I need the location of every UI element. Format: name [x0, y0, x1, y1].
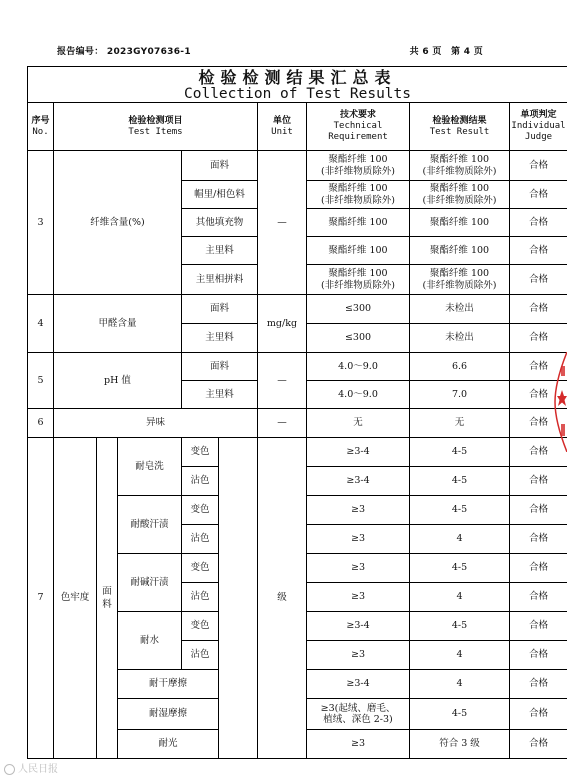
requirement: ≥3 [307, 554, 410, 583]
col-req-en2: Requirement [328, 131, 388, 142]
spacer-cell [219, 438, 258, 759]
result: 4 [410, 670, 510, 699]
result: 4-5 [410, 699, 510, 730]
part-name: 主里相拼料 [182, 265, 258, 295]
judgement: 合格 [510, 324, 567, 353]
judgement: 合格 [510, 554, 567, 583]
judgement: 合格 [510, 641, 567, 670]
judgement: 合格 [510, 409, 567, 438]
col-requirement [307, 103, 410, 151]
col-req-zh: 技术要求 [339, 110, 376, 121]
results-table [27, 66, 567, 759]
part-name: 面料 [182, 295, 258, 324]
table-row [28, 151, 567, 181]
requirement: ≤300 [307, 295, 410, 324]
row-number: 7 [28, 438, 54, 759]
part-name: 主里料 [182, 237, 258, 265]
sub-item: 沾色 [182, 467, 219, 496]
result: 4 [410, 525, 510, 554]
judgement: 合格 [510, 525, 567, 554]
column-header-row [28, 103, 567, 151]
test-item: 甲醛含量 [54, 295, 182, 353]
col-unit [258, 103, 307, 151]
result: 未检出 [410, 295, 510, 324]
sub-item: 变色 [182, 438, 219, 467]
col-items-en: Test Items [128, 126, 183, 137]
result: 聚酯纤维 100 [410, 209, 510, 237]
judgement: 合格 [510, 151, 567, 181]
seal-stamp [553, 352, 567, 452]
judgement: 合格 [510, 209, 567, 237]
fastness-type: 耐干摩擦 [118, 670, 219, 699]
table-row [28, 295, 567, 324]
result: 无 [410, 409, 510, 438]
judgement: 合格 [510, 670, 567, 699]
requirement: ≤300 [307, 324, 410, 353]
part-name: 其他填充物 [182, 209, 258, 237]
part-name: 主里料 [182, 324, 258, 353]
result: 聚酯纤维 100 (非纤维物质除外) [410, 265, 510, 295]
result: 符合 3 级 [410, 730, 510, 759]
unit: — [258, 353, 307, 409]
requirement: ≥3 [307, 730, 410, 759]
col-seq [28, 103, 54, 151]
result: 6.6 [410, 353, 510, 381]
col-unit-en: Unit [271, 126, 293, 137]
test-item: 纤维含量(%) [54, 151, 182, 295]
requirement: 聚酯纤维 100 [307, 209, 410, 237]
page-indicator: 共 6 页 第 4 页 [409, 47, 483, 57]
part-name: 帽里/相色料 [182, 181, 258, 209]
sub-item: 沾色 [182, 641, 219, 670]
requirement: ≥3-4 [307, 438, 410, 467]
col-seq-zh: 序号 [31, 115, 50, 126]
table-row [28, 438, 567, 467]
table-row [28, 353, 567, 381]
judgement: 合格 [510, 730, 567, 759]
sub-item: 沾色 [182, 583, 219, 612]
result: 4-5 [410, 554, 510, 583]
judgement: 合格 [510, 295, 567, 324]
result: 4 [410, 583, 510, 612]
judgement: 合格 [510, 381, 567, 409]
requirement: ≥3 [307, 525, 410, 554]
result: 4-5 [410, 496, 510, 525]
watermark [4, 760, 58, 775]
requirement: 聚酯纤维 100 (非纤维物质除外) [307, 151, 410, 181]
judgement: 合格 [510, 237, 567, 265]
col-result-zh: 检验检测结果 [432, 115, 487, 126]
judgement: 合格 [510, 265, 567, 295]
col-seq-en: No. [32, 126, 49, 137]
result: 聚酯纤维 100 (非纤维物质除外) [410, 181, 510, 209]
judgement: 合格 [510, 353, 567, 381]
requirement: ≥3(起绒、磨毛、 植绒、深色 2-3) [307, 699, 410, 730]
unit: mg/kg [258, 295, 307, 353]
table-title [28, 67, 567, 103]
col-result-en: Test Result [429, 126, 490, 137]
result: 未检出 [410, 324, 510, 353]
col-judge-en1: Individual [511, 121, 566, 132]
sub-item: 变色 [182, 612, 219, 641]
result: 4-5 [410, 438, 510, 467]
col-unit-zh: 单位 [272, 115, 291, 126]
requirement: 4.0～9.0 [307, 353, 410, 381]
sub-item: 变色 [182, 496, 219, 525]
table-row [28, 409, 567, 438]
result: 7.0 [410, 381, 510, 409]
judgement: 合格 [510, 467, 567, 496]
fastness-type: 耐光 [118, 730, 219, 759]
col-req-en1: Technical [333, 121, 383, 132]
part-name: 主里料 [182, 381, 258, 409]
test-item: pH 值 [54, 353, 182, 409]
test-item: 色牢度 [54, 438, 97, 759]
row-number: 4 [28, 295, 54, 353]
requirement: 4.0～9.0 [307, 381, 410, 409]
result: 聚酯纤维 100 (非纤维物质除外) [410, 151, 510, 181]
watermark-text: 人民日报 [18, 764, 58, 775]
result: 4-5 [410, 612, 510, 641]
unit: — [258, 409, 307, 438]
requirement: 聚酯纤维 100 (非纤维物质除外) [307, 181, 410, 209]
col-items [54, 103, 258, 151]
material-text: 面料 [102, 586, 112, 610]
judgement: 合格 [510, 612, 567, 641]
judgement: 合格 [510, 181, 567, 209]
watermark-icon [4, 764, 15, 775]
requirement: ≥3-4 [307, 467, 410, 496]
fastness-type: 耐碱汗渍 [118, 554, 182, 612]
judgement: 合格 [510, 496, 567, 525]
test-item: 异味 [54, 409, 258, 438]
col-judge-en2: Judge [524, 131, 553, 142]
judgement: 合格 [510, 699, 567, 730]
sub-item: 沾色 [182, 525, 219, 554]
requirement: ≥3-4 [307, 612, 410, 641]
requirement: ≥3 [307, 641, 410, 670]
fastness-type: 耐酸汗渍 [118, 496, 182, 554]
requirement: 聚酯纤维 100 [307, 237, 410, 265]
col-judge-zh: 单项判定 [520, 110, 557, 121]
result: 4 [410, 641, 510, 670]
requirement: ≥3 [307, 496, 410, 525]
unit: 级 [258, 438, 307, 759]
fastness-type: 耐湿摩擦 [118, 699, 219, 730]
col-result [410, 103, 510, 151]
title-chinese: 检验检测结果汇总表 [198, 67, 397, 87]
requirement: 无 [307, 409, 410, 438]
title-english: Collection of Test Results [184, 85, 411, 102]
material-label [97, 438, 118, 759]
sub-item: 变色 [182, 554, 219, 583]
report-number: 报告编号： 2023GY07636-1 [57, 47, 191, 57]
judgement: 合格 [510, 438, 567, 467]
part-name: 面料 [182, 151, 258, 181]
requirement: ≥3-4 [307, 670, 410, 699]
requirement: 聚酯纤维 100 (非纤维物质除外) [307, 265, 410, 295]
result: 聚酯纤维 100 [410, 237, 510, 265]
fastness-type: 耐皂洗 [118, 438, 182, 496]
result: 4-5 [410, 467, 510, 496]
row-number: 3 [28, 151, 54, 295]
judgement: 合格 [510, 583, 567, 612]
requirement: ≥3 [307, 583, 410, 612]
col-items-zh: 检验检测项目 [128, 115, 183, 126]
fastness-type: 耐水 [118, 612, 182, 670]
part-name: 面料 [182, 353, 258, 381]
unit: — [258, 151, 307, 295]
row-number: 5 [28, 353, 54, 409]
row-number: 6 [28, 409, 54, 438]
col-judge [510, 103, 567, 151]
